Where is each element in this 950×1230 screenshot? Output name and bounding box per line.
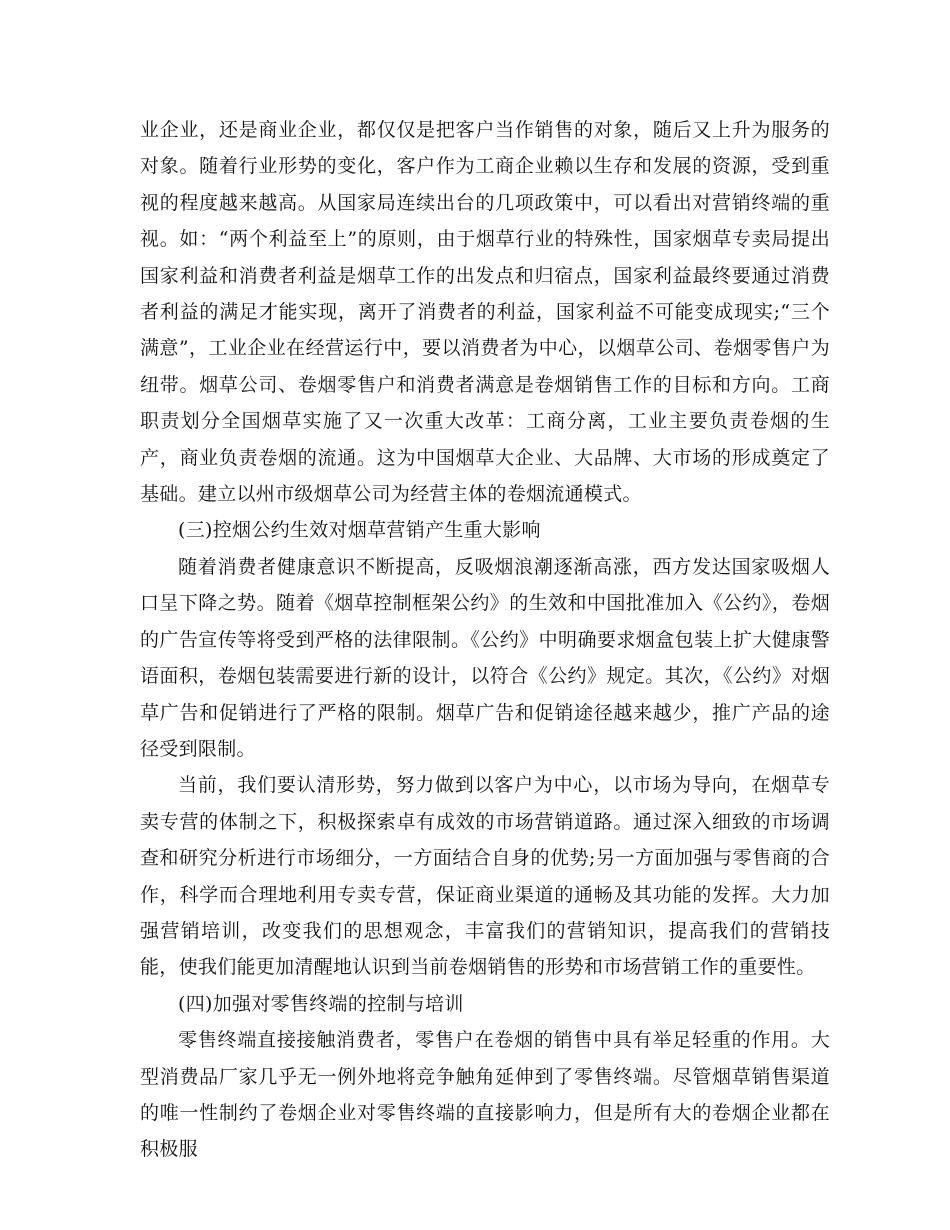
section-heading-4: (四)加强对零售终端的控制与培训 bbox=[178, 992, 464, 1015]
paragraph-tobacco-control: 随着消费者健康意识不断提高，反吸烟浪潮逐渐高涨，西方发达国家吸烟人口呈下降之势。随着《烟草控制框架公约》的生效和中国批准加入《公约》，卷烟的广告宣传等将受到严格的法律限制。《公约》中明确要求烟盒包装上扩大健康警语面积，卷烟包装需要进行新的设计，以符合《公约》规定。其次，《公约》对烟草广告和促销进行了严格的限制。烟草广告和促销途径越来越少，推广产品的途径受到限制。 bbox=[140, 555, 830, 760]
section-heading-3: (三)控烟公约生效对烟草营销产生重大影响 bbox=[178, 519, 541, 542]
paragraph-continuation: 业企业，还是商业企业，都仅仅是把客户当作销售的对象，随后又上升为服务的对象。随着行业形势的变化，客户作为工商企业赖以生存和发展的资源，受到重视的程度越来越高。从国家局连续出台的几项政策中，可以看出对营销终端的重视。如：“两个利益至上”的原则，由于烟草行业的特殊性，国家烟草专卖局提出国家利益和消费者利益是烟草工作的出发点和归宿点，国家利益最终要通过消费者利益的满足才能实现，离开了消费者的利益，国家利益不可能变成现实;“三个满意”，工业企业在经营运行中，要以消费者为中心，以烟草公司、卷烟零售户为纽带。烟草公司、卷烟零售户和消费者满意是卷烟销售工作的目标和方向。工商职责划分全国烟草实施了又一次重大改革：工商分离，工业主要负责卷烟的生产，商业负责卷烟的流通。这为中国烟草大企业、大品牌、大市场的形成奠定了基础。建立以州市级烟草公司为经营主体的卷烟流通模式。 bbox=[140, 119, 830, 506]
document-body bbox=[140, 112, 830, 1168]
paragraph-current-situation: 当前，我们要认清形势，努力做到以客户为中心，以市场为导向，在烟草专卖专营的体制之下，积极探索卓有成效的市场营销道路。通过深入细致的市场调查和研究分析进行市场细分，一方面结合自身的优势;另一方面加强与零售商的合作，科学而合理地利用专卖专营，保证商业渠道的通畅及其功能的发挥。大力加强营销培训，改变我们的思想观念，丰富我们的营销知识，提高我们的营销技能，使我们能更加清醒地认识到当前卷烟销售的形势和市场营销工作的重要性。 bbox=[140, 774, 830, 979]
paragraph-retail-terminal: 零售终端直接接触消费者，零售户在卷烟的销售中具有举足轻重的作用。大型消费品厂家几乎无一例外地将竞争触角延伸到了零售终端。尽管烟草销售渠道的唯一性制约了卷烟企业对零售终端的直接影响力，但是所有大的卷烟企业都在积极服 bbox=[140, 1029, 830, 1161]
